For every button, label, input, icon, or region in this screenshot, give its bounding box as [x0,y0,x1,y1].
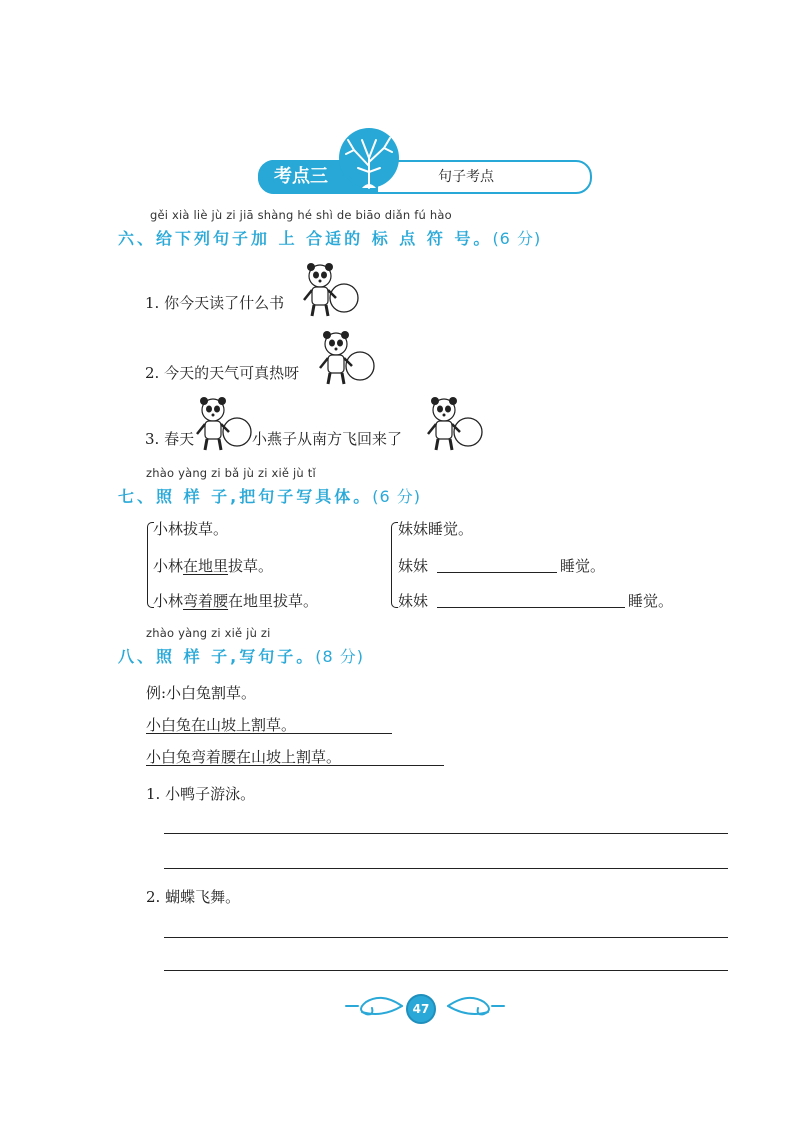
section6-title: 六、给下列句子加 上 合适的 标 点 符 号。 [118,229,493,248]
tree-icon [332,128,406,194]
answer-line[interactable] [164,937,728,938]
section6-item-3b [252,428,402,449]
section6-score: (6 分) [492,229,542,248]
section8-title: 八、照 样 子,写句子。 [118,647,316,666]
section8-score: (8 分) [315,647,364,666]
right-line-1: 妹妹睡觉。 [398,520,474,538]
example-sentence-2: 小白兔弯着腰在山坡上割草。 [146,748,342,766]
section6-item-3 [145,428,194,449]
banner-tag: 考点三 [258,160,378,194]
item-text: 3. 春天 [145,430,195,448]
text-part: 拔草。 [228,557,274,575]
section7-heading [118,484,421,507]
right-brace [391,522,398,608]
panda-icon[interactable] [316,330,378,388]
section7-pinyin: zhào yàng zi bǎ jù zi xiě jù tǐ [146,466,316,480]
section6-pinyin: gěi xià liè jù zi jiā shàng hé shì de biāo diǎn fú hào [150,208,452,222]
item-text: 2. 今天的天气可真热呀 [145,364,300,382]
panda-icon[interactable] [424,396,486,454]
panda-icon[interactable] [193,396,255,454]
answer-line[interactable] [164,970,728,971]
page-number: 47 [406,994,436,1024]
section7-title: 七、照 样 子,把句子写具体。 [118,487,373,506]
banner-subtitle: 句子考点 [438,169,494,185]
example-sentence-1: 小白兔在山坡上割草。 [146,716,297,734]
section8-heading [118,644,364,667]
answer-line[interactable] [164,833,728,834]
section6-item-2 [145,362,299,383]
right-line-2-end: 睡觉。 [560,557,606,575]
question-2: 2. 蝴蝶飞舞。 [146,888,241,906]
section8-pinyin: zhào yàng zi xiě jù zi [146,626,271,640]
section7-score: (6 分) [372,487,421,506]
section6-heading [118,226,541,249]
section6-item-1 [145,292,284,313]
example-label: 例:小白兔割草。 [146,684,257,702]
answer-blank[interactable] [437,572,557,573]
text-part: 在地里拔草。 [228,592,319,610]
panda-icon[interactable] [300,262,362,320]
right-line-2-start: 妹妹 [398,557,429,575]
example-underline [146,733,392,734]
right-line-3-start: 妹妹 [398,592,429,610]
left-line-3 [153,590,318,611]
section-banner [258,128,592,198]
underlined-phrase: 在地里 [183,557,229,575]
question-1: 1. 小鸭子游泳。 [146,785,256,803]
text-part: 小林 [153,592,184,610]
example-underline [146,765,444,766]
text-part: 小林 [153,557,184,575]
item-text: 1. 你今天读了什么书 [145,294,285,312]
answer-line[interactable] [164,868,728,869]
item-text: 小燕子从南方飞回来了 [252,430,403,448]
left-line-2 [153,555,273,576]
left-line-1: 小林拔草。 [153,520,229,538]
right-line-3-end: 睡觉。 [628,592,674,610]
answer-blank[interactable] [437,607,625,608]
underlined-phrase: 弯着腰 [183,592,229,610]
